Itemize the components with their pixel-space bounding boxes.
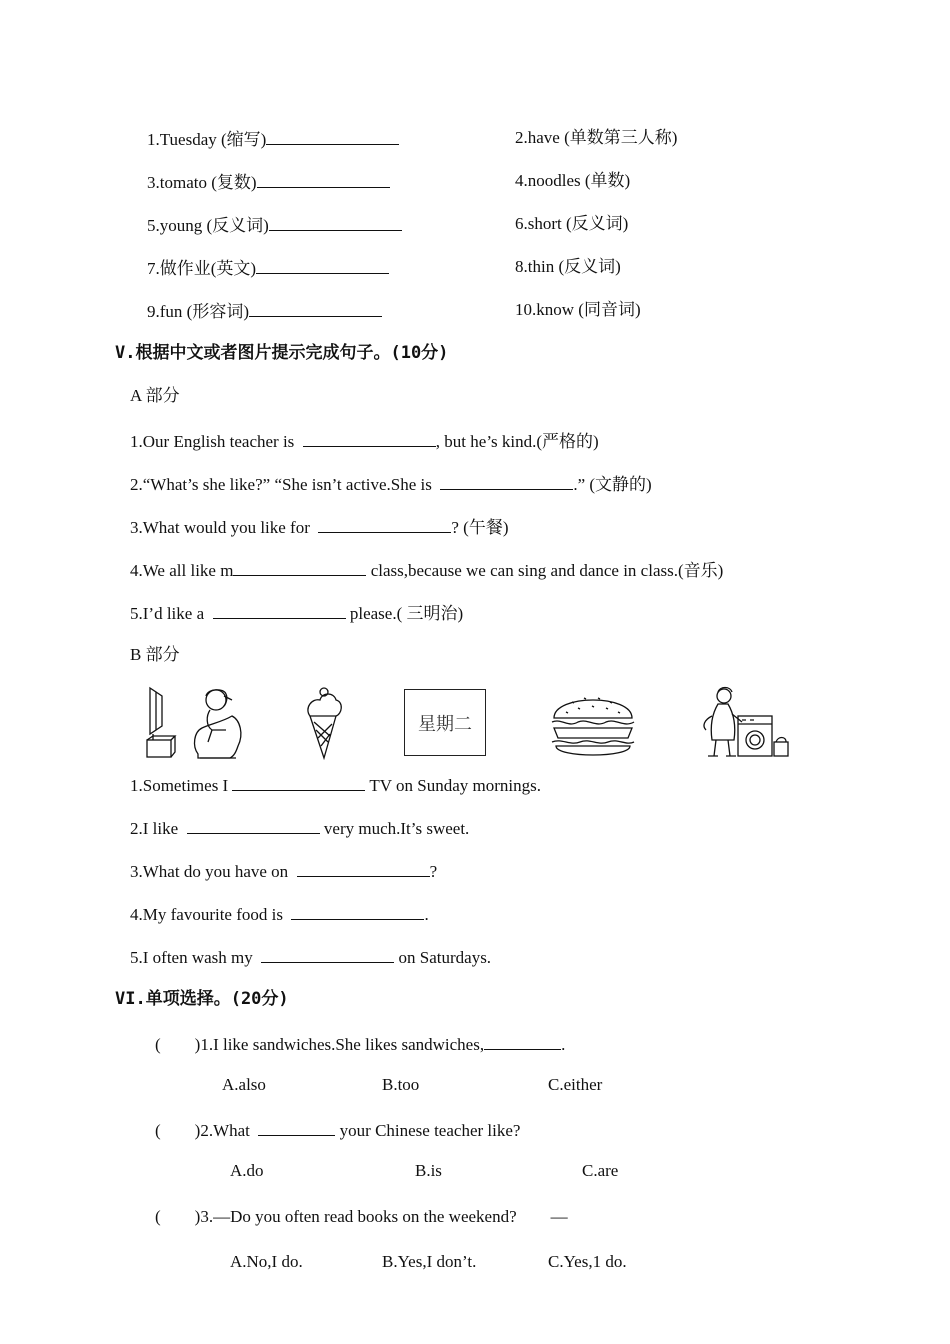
item-10-right: 10.know (同音词) bbox=[515, 300, 641, 319]
q3-option-c[interactable]: C.Yes,1 do. bbox=[548, 1252, 627, 1271]
q3-option-a[interactable]: A.No,I do. bbox=[230, 1252, 303, 1271]
answer-blank[interactable] bbox=[257, 171, 390, 188]
question-2: ( )2.What your Chinese teacher like? bbox=[155, 1121, 521, 1140]
answer-blank[interactable] bbox=[249, 300, 382, 317]
answer-blank[interactable] bbox=[269, 214, 402, 231]
part-a-item-3: 3.What would you like for ? (午餐) bbox=[130, 518, 509, 537]
answer-blank[interactable] bbox=[233, 559, 366, 576]
answer-blank[interactable] bbox=[318, 516, 451, 533]
part-b-item-2: 2.I like very much.It’s sweet. bbox=[130, 819, 470, 838]
answer-blank[interactable] bbox=[297, 860, 430, 877]
part-b-item-1: 1.Sometimes I TV on Sunday mornings. bbox=[130, 776, 541, 795]
q2-option-a[interactable]: A.do bbox=[230, 1161, 264, 1180]
answer-blank[interactable] bbox=[258, 1119, 335, 1136]
item-1-left: 1.Tuesday (缩写) bbox=[147, 128, 399, 150]
q3-option-b[interactable]: B.Yes,I don’t. bbox=[382, 1252, 477, 1271]
part-a-item-4: 4.We all like m class,because we can sing and dance in class.(音乐) bbox=[130, 561, 724, 580]
answer-blank[interactable] bbox=[484, 1033, 561, 1050]
answer-blank[interactable] bbox=[187, 817, 320, 834]
answer-paren[interactable]: ( ) bbox=[155, 1121, 201, 1140]
ice-cream-picture bbox=[302, 686, 344, 760]
hamburger-picture bbox=[548, 686, 638, 760]
item-6-right: 6.short (反义词) bbox=[515, 214, 629, 233]
item-3-left: 3.tomato (复数) bbox=[147, 171, 390, 193]
tuesday-box: 星期二 bbox=[404, 689, 486, 756]
section6-title: VI.单项选择。(20分) bbox=[115, 989, 289, 1009]
watching-tv-picture bbox=[140, 686, 246, 760]
section5-title: V.根据中文或者图片提示完成句子。(10分) bbox=[115, 343, 449, 363]
answer-blank[interactable] bbox=[261, 946, 394, 963]
answer-paren[interactable]: ( ) bbox=[155, 1207, 201, 1226]
item-9-left: 9.fun (形容词) bbox=[147, 300, 382, 322]
item-5-left: 5.young (反义词) bbox=[147, 214, 402, 236]
q1-option-b[interactable]: B.too bbox=[382, 1075, 420, 1094]
q1-option-a[interactable]: A.also bbox=[222, 1075, 266, 1094]
answer-blank[interactable] bbox=[266, 128, 399, 145]
answer-paren[interactable]: ( ) bbox=[155, 1035, 201, 1054]
part-b-label: B 部分 bbox=[130, 645, 180, 664]
item-8-right: 8.thin (反义词) bbox=[515, 257, 621, 276]
part-a-item-5: 5.I’d like a please.( 三明治) bbox=[130, 604, 464, 623]
part-a-item-2: 2.“What’s she like?” “She isn’t active.She is .” (文静的) bbox=[130, 475, 652, 494]
part-a-label: A 部分 bbox=[130, 386, 180, 405]
question-1: ( )1.I like sandwiches.She likes sandwiches, . bbox=[155, 1035, 566, 1054]
part-b-item-3: 3.What do you have on ? bbox=[130, 862, 438, 881]
answer-blank[interactable] bbox=[256, 257, 389, 274]
answer-blank[interactable] bbox=[232, 774, 365, 791]
question-3: ( )3.—Do you often read books on the weekend? — bbox=[155, 1207, 568, 1226]
q2-option-c[interactable]: C.are bbox=[582, 1161, 619, 1180]
q2-option-b[interactable]: B.is bbox=[415, 1161, 442, 1180]
item-2-right: 2.have (单数第三人称) bbox=[515, 128, 678, 147]
part-b-item-4: 4.My favourite food is . bbox=[130, 905, 429, 924]
answer-blank[interactable] bbox=[291, 903, 424, 920]
answer-blank[interactable] bbox=[440, 473, 573, 490]
washing-clothes-picture bbox=[694, 686, 794, 760]
part-b-item-5: 5.I often wash my on Saturdays. bbox=[130, 948, 492, 967]
q1-option-c[interactable]: C.either bbox=[548, 1075, 603, 1094]
answer-blank[interactable] bbox=[303, 430, 436, 447]
item-4-right: 4.noodles (单数) bbox=[515, 171, 631, 190]
item-7-left: 7.做作业(英文) bbox=[147, 257, 389, 279]
answer-blank[interactable] bbox=[213, 602, 346, 619]
part-a-item-1: 1.Our English teacher is , but he’s kind.(严格的) bbox=[130, 432, 599, 451]
